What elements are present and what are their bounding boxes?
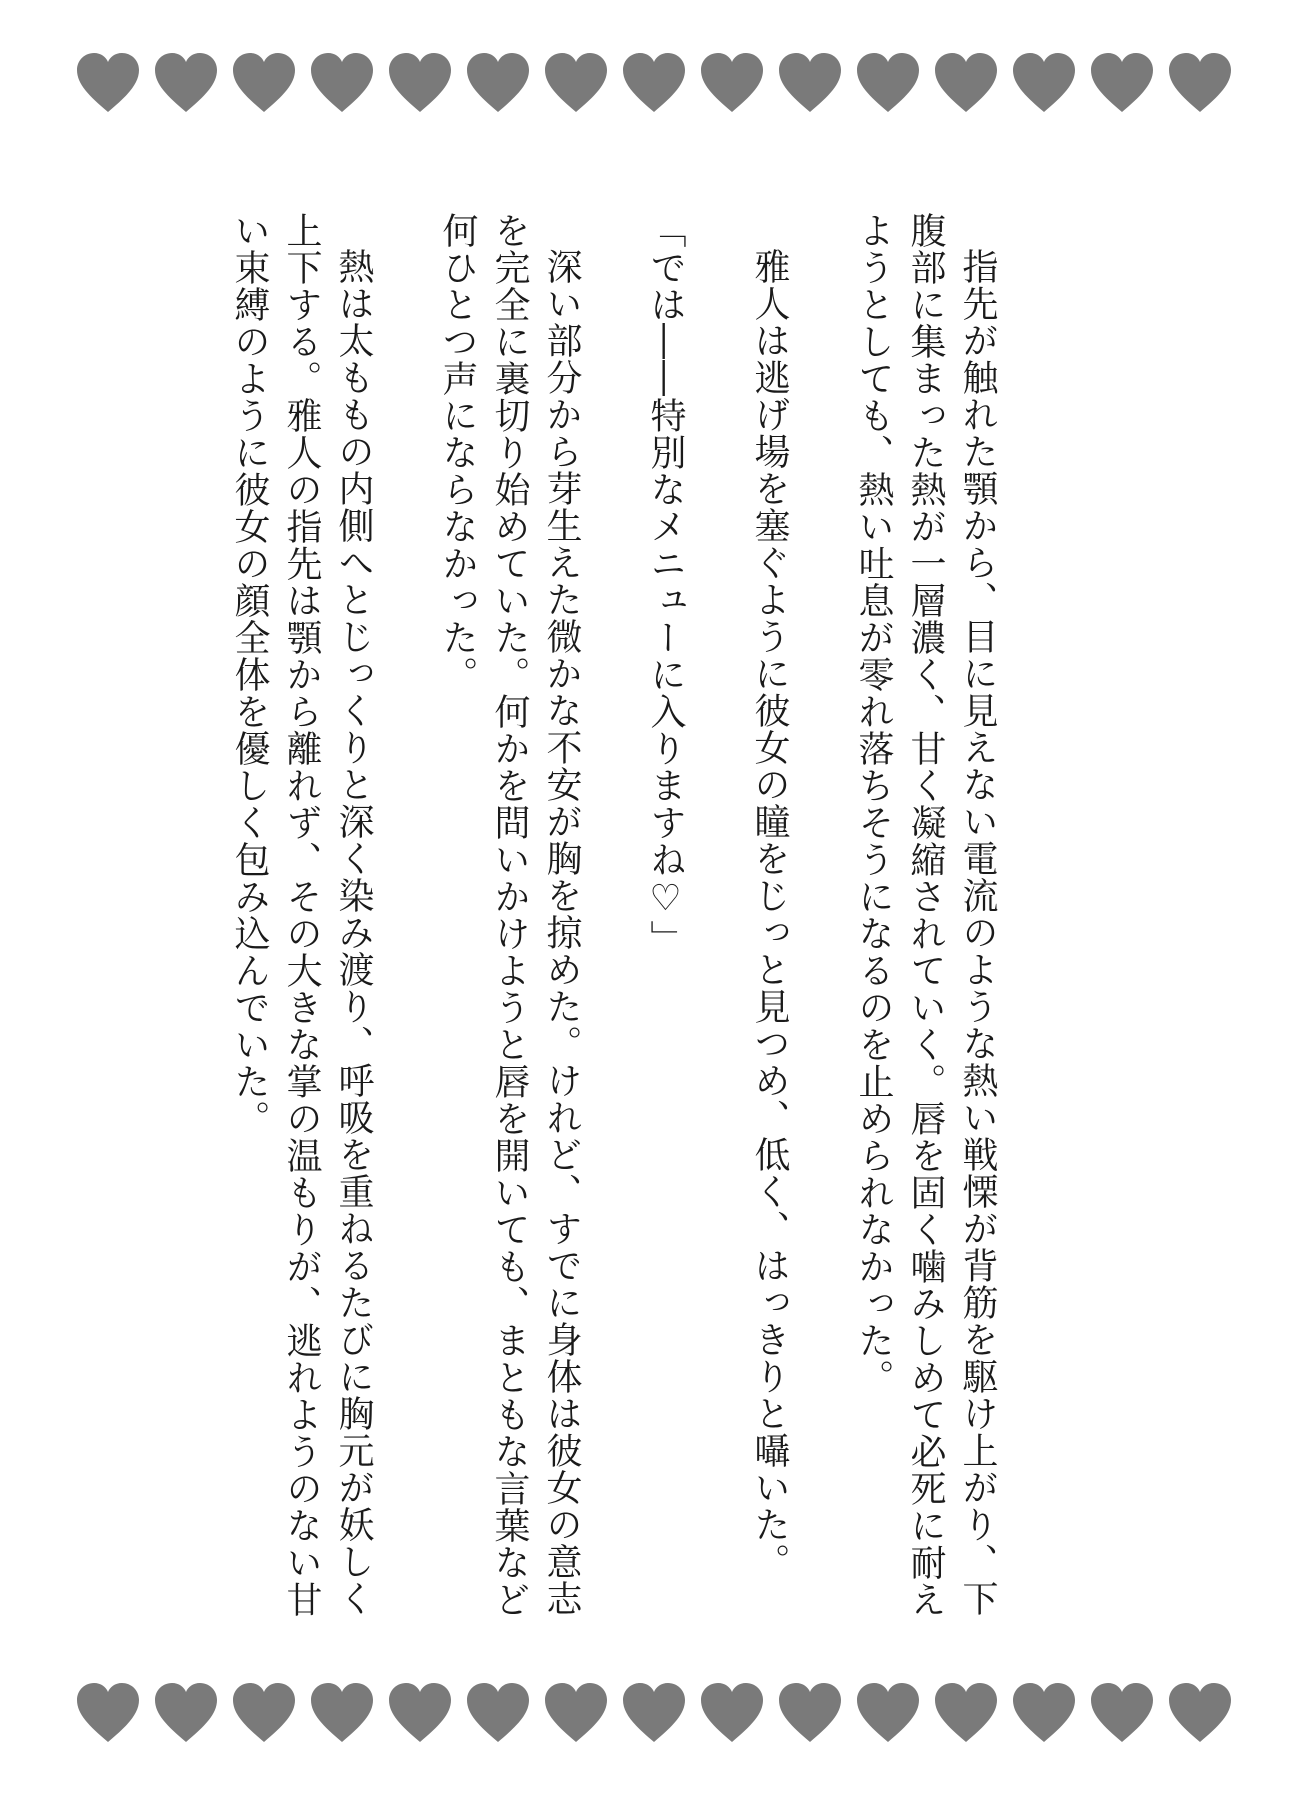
bottom-heart-border bbox=[0, 1682, 1311, 1752]
heart-icon bbox=[153, 52, 219, 114]
paragraph-4: 熱は太ももの内側へとじっくりと深く染み渡り、呼吸を重ねるたびに胸元が妖しく上下する。雅人の指先は顎から離れず、その大きな掌の温もりが、逃れようのない甘い束縛のように彼女の顔全体を優しく包み込んでいた。 bbox=[229, 212, 374, 1618]
heart-icon bbox=[933, 52, 999, 114]
dialogue-line: 「では――特別なメニューに入りますね♡」 bbox=[645, 212, 686, 957]
heart-icon bbox=[153, 1682, 219, 1744]
heart-icon bbox=[387, 52, 453, 114]
heart-icon bbox=[933, 1682, 999, 1744]
heart-icon bbox=[465, 1682, 531, 1744]
heart-icon bbox=[777, 1682, 843, 1744]
top-heart-border bbox=[0, 52, 1311, 122]
heart-icon bbox=[309, 1682, 375, 1744]
heart-icon bbox=[1089, 52, 1155, 114]
heart-icon bbox=[621, 52, 687, 114]
heart-icon bbox=[1167, 52, 1233, 114]
heart-icon bbox=[699, 52, 765, 114]
paragraph-2: 雅人は逃げ場を塞ぐように彼女の瞳をじっと見つめ、低く、はっきりと囁いた。 bbox=[749, 248, 790, 1580]
heart-icon bbox=[231, 1682, 297, 1744]
heart-icon bbox=[855, 1682, 921, 1744]
vertical-text-body bbox=[229, 212, 1003, 1632]
heart-icon bbox=[1011, 52, 1077, 114]
blank-line bbox=[379, 212, 431, 1632]
heart-icon bbox=[387, 1682, 453, 1744]
heart-icon bbox=[231, 52, 297, 114]
heart-icon bbox=[1011, 1682, 1077, 1744]
heart-icon bbox=[699, 1682, 765, 1744]
heart-icon bbox=[75, 52, 141, 114]
paragraph-3: 深い部分から芽生えた微かな不安が胸を掠めた。けれど、すでに身体は彼女の意志を完全に裏切り始めていた。何かを問いかけようと唇を開いても、まともな言葉など何ひとつ声にならなかった。 bbox=[437, 212, 582, 1618]
blank-line bbox=[691, 212, 743, 1632]
heart-icon bbox=[621, 1682, 687, 1744]
blank-line bbox=[587, 212, 639, 1632]
heart-icon bbox=[1089, 1682, 1155, 1744]
heart-icon bbox=[1167, 1682, 1233, 1744]
heart-icon bbox=[543, 52, 609, 114]
heart-icon bbox=[75, 1682, 141, 1744]
heart-icon bbox=[543, 1682, 609, 1744]
heart-icon bbox=[465, 52, 531, 114]
heart-icon bbox=[309, 52, 375, 114]
heart-icon bbox=[855, 52, 921, 114]
paragraph-1: 指先が触れた顎から、目に見えない電流のような熱い戦慄が背筋を駆け上がり、下腹部に集まった熱が一層濃く、甘く凝縮されていく。唇を固く噛みしめて必死に耐えようとしても、熱い吐息が零れ落ちそうになるのを止められなかった。 bbox=[853, 212, 998, 1618]
heart-icon bbox=[777, 52, 843, 114]
blank-line bbox=[795, 212, 847, 1632]
